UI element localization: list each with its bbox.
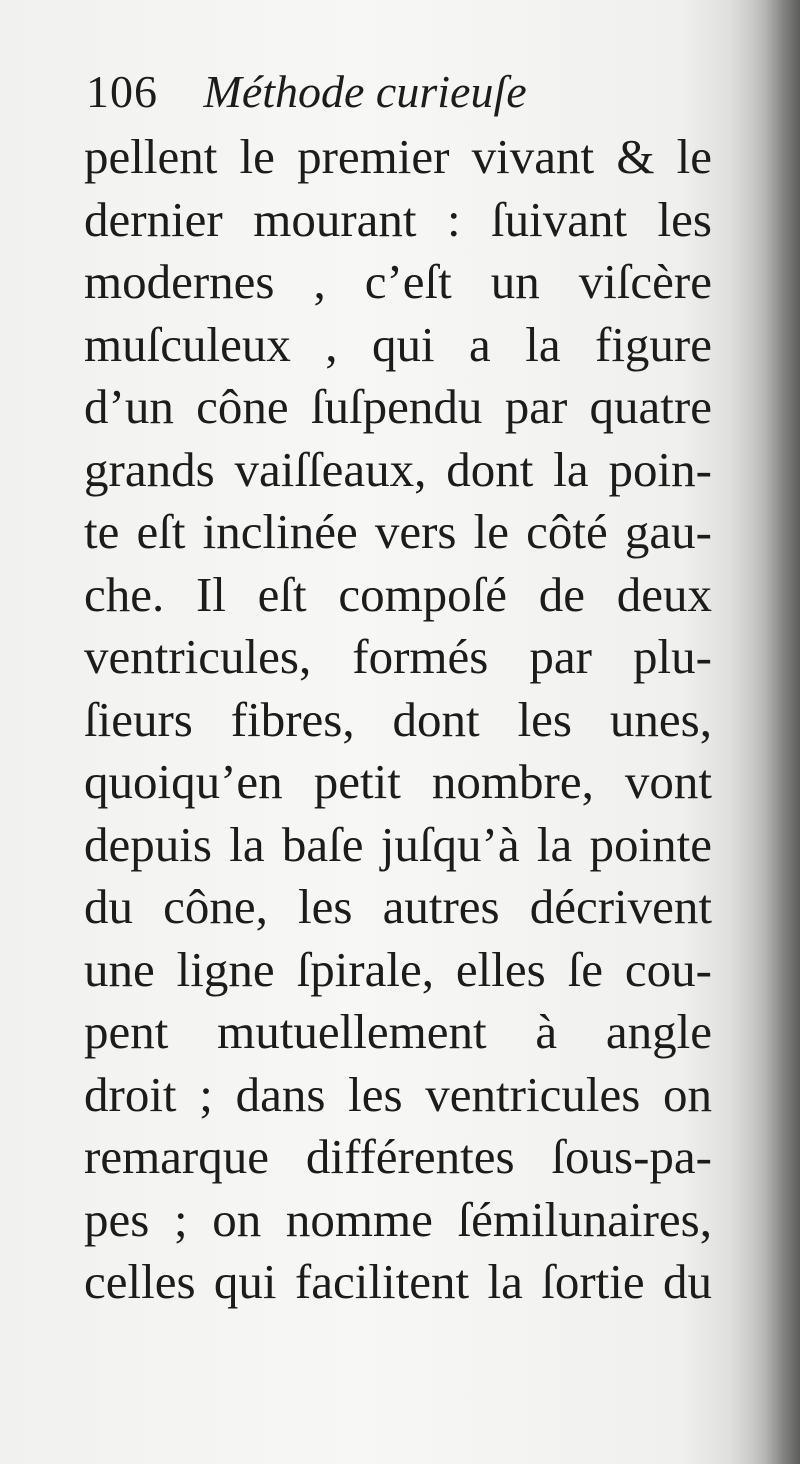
page-gutter-shadow (730, 0, 800, 1464)
running-head (86, 62, 527, 122)
text-line: muſculeux , qui a la figure (84, 316, 712, 372)
text-line: du cône, les autres décrivent (84, 879, 712, 934)
text-line: dernier mourant : ſuivant les (84, 191, 712, 247)
running-title: Méthode curieuſe (203, 66, 527, 117)
text-line: une ligne ſpirale, elles ſe cou- (84, 941, 712, 997)
text-line: pent mutuellement à angle (84, 1004, 712, 1059)
text-line: depuis la baſe juſqu’à la pointe (84, 816, 712, 872)
body-text (84, 126, 712, 1314)
text-line: remarque différentes ſous-pa- (84, 1129, 712, 1184)
text-line: grands vaiſſeaux, dont la poin- (84, 441, 712, 497)
text-line: d’un cône ſuſpendu par quatre (84, 379, 712, 434)
text-line: pellent le premier vivant & le (84, 129, 712, 184)
text-line: celles qui facilitent la ſortie du (84, 1254, 712, 1309)
text-line: te eſt inclinée vers le côté gau- (84, 504, 712, 559)
text-line: ventricules, formés par plu- (84, 629, 712, 684)
text-line: ſieurs fibres, dont les unes, (84, 691, 712, 747)
text-line: pes ; on nomme ſémilunaires, (84, 1191, 712, 1247)
text-line: quoiqu’en petit nombre, vont (84, 754, 712, 809)
text-line: droit ; dans les ventricules on (84, 1066, 712, 1122)
page-number: 106 (86, 66, 158, 117)
text-line: modernes , c’eſt un viſcère (84, 254, 712, 309)
text-line: che. Il eſt compoſé de deux (84, 566, 712, 622)
